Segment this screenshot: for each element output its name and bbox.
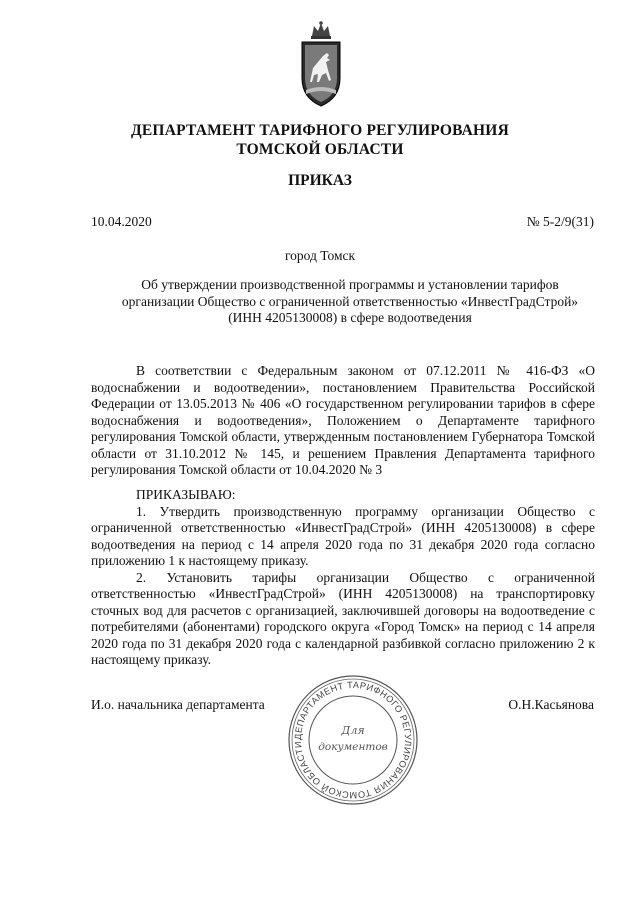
preamble-paragraph: В соответствии с Федеральным законом от 07.12.2011 № 416-ФЗ «О водоснабжении и водоотведении», постановлением Правительства Российской Федерации от 13.05.2013 № 406 «О государственном регулировании тарифов в сфере водоснабжения и водоотведения», Положением о Департаменте тарифного регулирования Томской области, утвержденным постановлением Губернатора Томской области от 31.10.2012 № 145, и решением Правления Департамента тарифного регулирования Томской области от 10.04.2020 № 3 [91,363,595,477]
document-number: № 5-2/9(31) [526,214,594,229]
svg-text:ДЕПАРТАМЕНТ ТАРИФНОГО РЕГУЛИРО [293,680,413,800]
department-title-line1: ДЕПАРТАМЕНТ ТАРИФНОГО РЕГУЛИРОВАНИЯ [131,122,509,139]
stamp-ring-text: ДЕПАРТАМЕНТ ТАРИФНОГО РЕГУЛИРОВАНИЯ ТОМСКОЙ ОБЛАСТИ [292,679,414,801]
document-type: ПРИКАЗ [288,172,352,189]
official-stamp [285,672,421,808]
order-block [91,487,595,669]
subject-line: Об утверждении производственной программы и установлении тарифов [141,277,559,292]
stamp-center-line2: документов [318,741,388,753]
preamble-block [91,363,595,479]
city: город Томск [284,248,356,263]
stamp-center-line1: Для [341,724,365,737]
document-subject [100,277,600,327]
order-item: 1. Утвердить производственную программу организации Общество с ограниченной ответственностью «ИнвестГрадСтрой» (ИНН 4205130008) в сфере водоотведения на период с 14 апреля 2020 года по 31 декабря 2020 года согласно приложению 1 к настоящему приказу. [91,503,595,568]
document-date: 10.04.2020 [91,214,152,229]
subject-line: (ИНН 4205130008) в сфере водоотведения [228,310,472,325]
order-item: 2. Установить тарифы организации Общество с ограниченной ответственностью «ИнвестГрадСтрой» (ИНН 4205130008) на транспортировку сточных вод для расчетов с организацией, заключившей договоры на водоотведение с потребителями (абонентами) городского округа «Город Томск» на период с 14 апреля 2020 года по 31 декабря 2020 года с календарной разбивкой согласно приложению 2 к настоящему приказу. [91,569,595,667]
signatory-position: И.о. начальника департамента [91,697,265,712]
order-heading: ПРИКАЗЫВАЮ: [136,487,236,502]
subject-line: организации Общество с ограниченной ответственностью «ИнвестГрадСтрой» [121,293,579,309]
department-title-line2: ТОМСКОЙ ОБЛАСТИ [236,141,404,158]
coat-of-arms-icon [296,20,346,110]
signatory-name: О.Н.Касьянова [508,697,594,712]
